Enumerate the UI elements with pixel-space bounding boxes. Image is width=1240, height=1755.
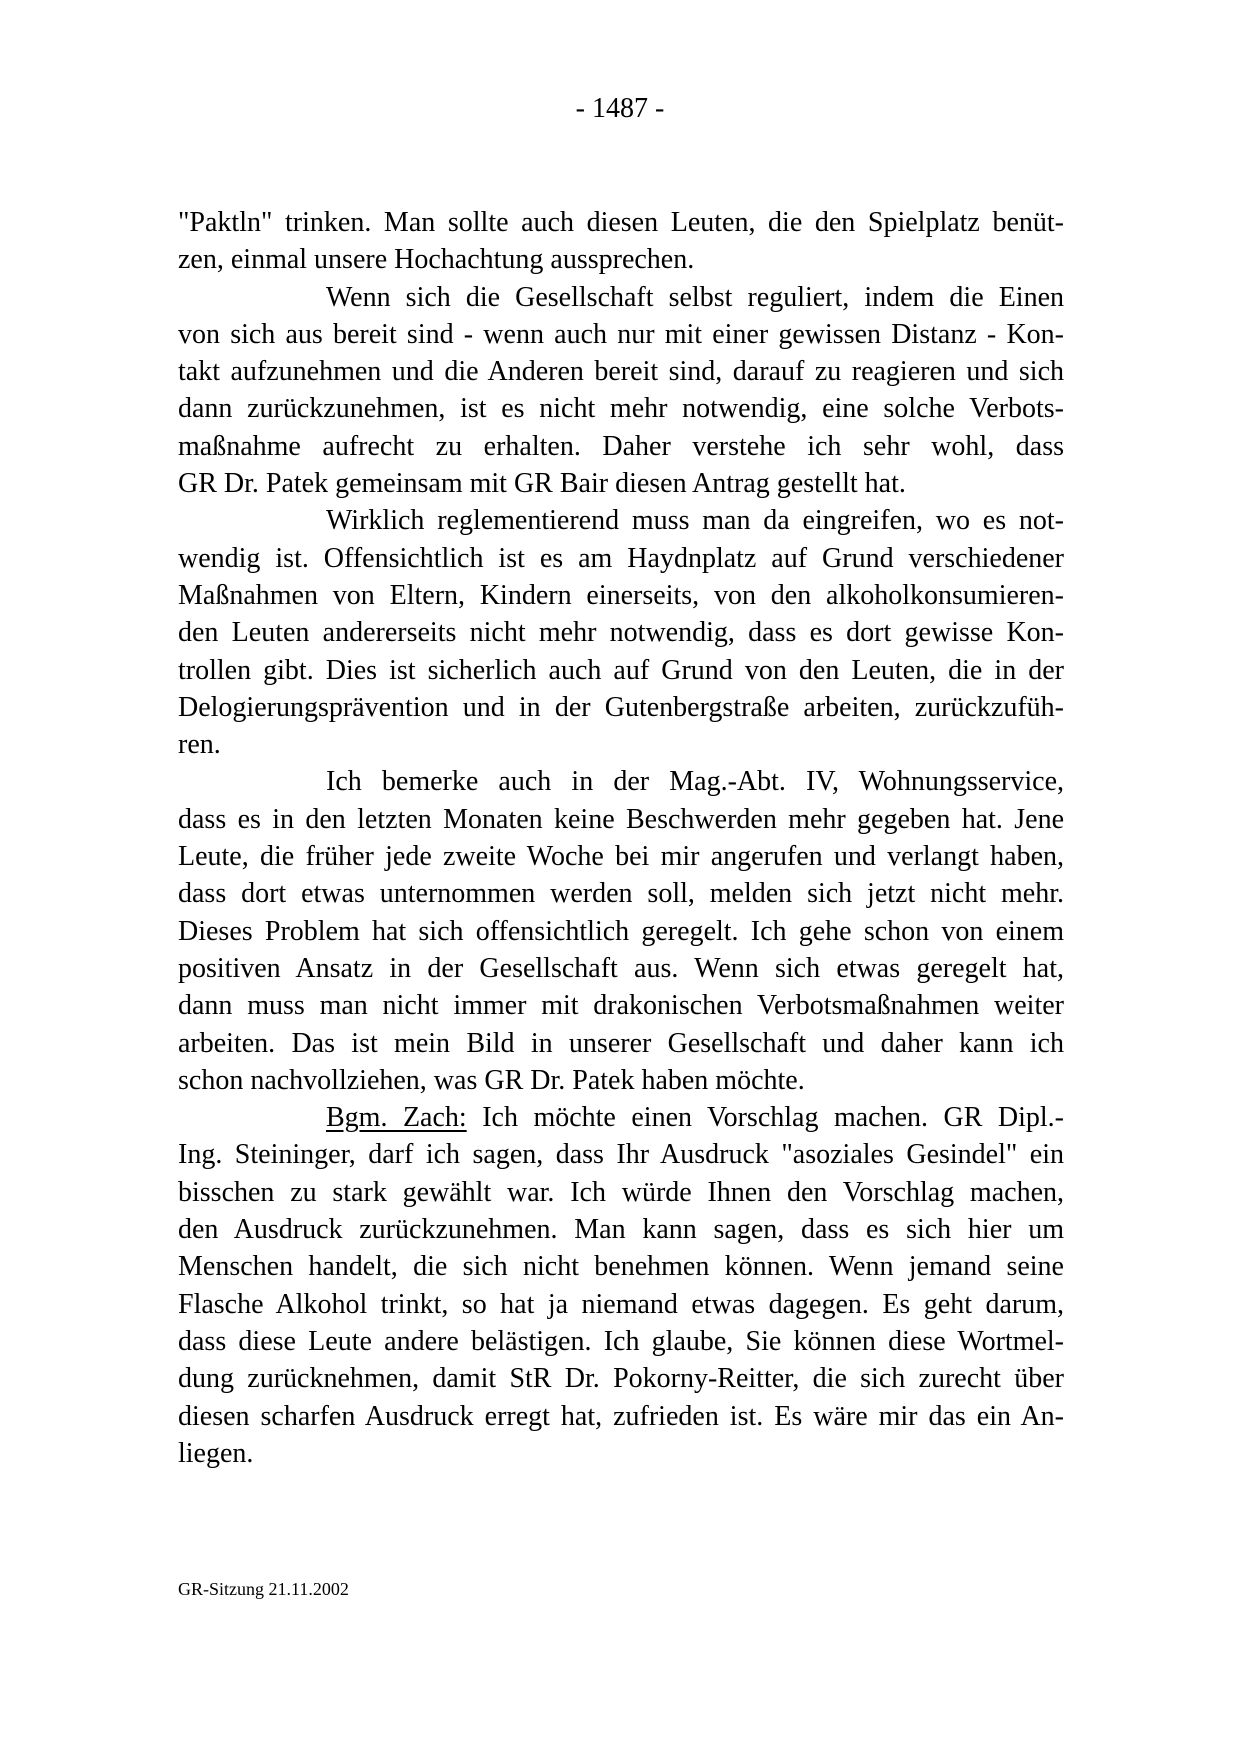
text-line: den Leuten andererseits nicht mehr notwendig, dass es dort gewisse Kon-	[178, 617, 1064, 649]
text-line: Menschen handelt, die sich nicht benehmen können. Wenn jemand seine	[178, 1251, 1064, 1283]
text-line: dung zurücknehmen, damit StR Dr. Pokorny-Reitter, die sich zurecht über	[178, 1363, 1064, 1395]
text-line: von sich aus bereit sind - wenn auch nur mit einer gewissen Distanz - Kon-	[178, 318, 1064, 350]
footer-session-date: GR-Sitzung 21.11.2002	[178, 1579, 349, 1599]
text-line: Maßnahmen von Eltern, Kindern einerseits, von den alkoholkonsumieren-	[178, 579, 1064, 611]
text-line: diesen scharfen Ausdruck erregt hat, zufrieden ist. Es wäre mir das ein An-	[178, 1400, 1064, 1432]
text-line: Dieses Problem hat sich offensichtlich geregelt. Ich gehe schon von einem	[178, 915, 1064, 947]
text-line: schon nachvollziehen, was GR Dr. Patek haben möchte.	[178, 1064, 805, 1096]
text-line: ren.	[178, 729, 221, 761]
text-line-rest: Ich möchte einen Vorschlag machen. GR Dipl.-	[466, 1102, 1064, 1134]
text-line: takt aufzunehmen und die Anderen bereit sind, darauf zu reagieren und sich	[178, 356, 1064, 388]
page-number: - 1487 -	[575, 93, 665, 124]
text-line: "Paktln" trinken. Man sollte auch diesen Leuten, die den Spielplatz benüt-	[178, 207, 1064, 238]
text-line	[178, 1099, 1064, 1136]
text-line: dass diese Leute andere belästigen. Ich glaube, Sie können diese Wortmel-	[178, 1325, 1064, 1357]
paragraph	[178, 763, 1064, 1099]
text-line: den Ausdruck zurückzunehmen. Man kann sagen, dass es sich hier um	[178, 1214, 1064, 1246]
text-line: dann muss man nicht immer mit drakonischen Verbotsmaßnahmen weiter	[178, 990, 1064, 1022]
text-line: Leute, die früher jede zweite Woche bei mir angerufen und verlangt haben,	[178, 841, 1064, 873]
text-line: positiven Ansatz in der Gesellschaft aus. Wenn sich etwas geregelt hat,	[178, 952, 1064, 984]
text-line: Flasche Alkohol trinkt, so hat ja niemand etwas dagegen. Es geht darum,	[178, 1288, 1064, 1320]
text-line: dass es in den letzten Monaten keine Beschwerden mehr gegeben hat. Jene	[178, 803, 1064, 835]
speaker-name: Bgm. Zach:	[326, 1102, 467, 1134]
body-text	[178, 204, 1064, 1472]
text-line: dass dort etwas unternommen werden soll, melden sich jetzt nicht mehr.	[178, 878, 1064, 910]
paragraph	[178, 204, 1064, 279]
paragraph	[178, 279, 1064, 503]
paragraph	[178, 502, 1064, 763]
text-line: zen, einmal unsere Hochachtung aussprechen.	[178, 244, 695, 276]
text-line: arbeiten. Das ist mein Bild in unserer Gesellschaft und daher kann ich	[178, 1027, 1064, 1059]
text-line: Wirklich reglementierend muss man da eingreifen, wo es not-	[326, 505, 1064, 537]
text-line: maßnahme aufrecht zu erhalten. Daher verstehe ich sehr wohl, dass	[178, 430, 1064, 462]
text-line: wendig ist. Offensichtlich ist es am Haydnplatz auf Grund verschiedener	[178, 542, 1064, 574]
text-line: liegen.	[178, 1437, 254, 1469]
text-line: Delogierungsprävention und in der Gutenbergstraße arbeiten, zurückzufüh-	[178, 691, 1064, 723]
text-line: Ich bemerke auch in der Mag.-Abt. IV, Wohnungsservice,	[326, 766, 1064, 798]
paragraph	[178, 1099, 1064, 1472]
text-line: dann zurückzunehmen, ist es nicht mehr notwendig, eine solche Verbots-	[178, 393, 1064, 425]
text-line: Ing. Steininger, darf ich sagen, dass Ihr Ausdruck "asoziales Gesindel" ein	[178, 1139, 1064, 1171]
text-line: bisschen zu stark gewählt war. Ich würde Ihnen den Vorschlag machen,	[178, 1176, 1064, 1208]
text-line: GR Dr. Patek gemeinsam mit GR Bair diesen Antrag gestellt hat.	[178, 468, 906, 500]
text-line: Wenn sich die Gesellschaft selbst reguliert, indem die Einen	[326, 281, 1064, 313]
text-line: trollen gibt. Dies ist sicherlich auch auf Grund von den Leuten, die in der	[178, 654, 1064, 686]
